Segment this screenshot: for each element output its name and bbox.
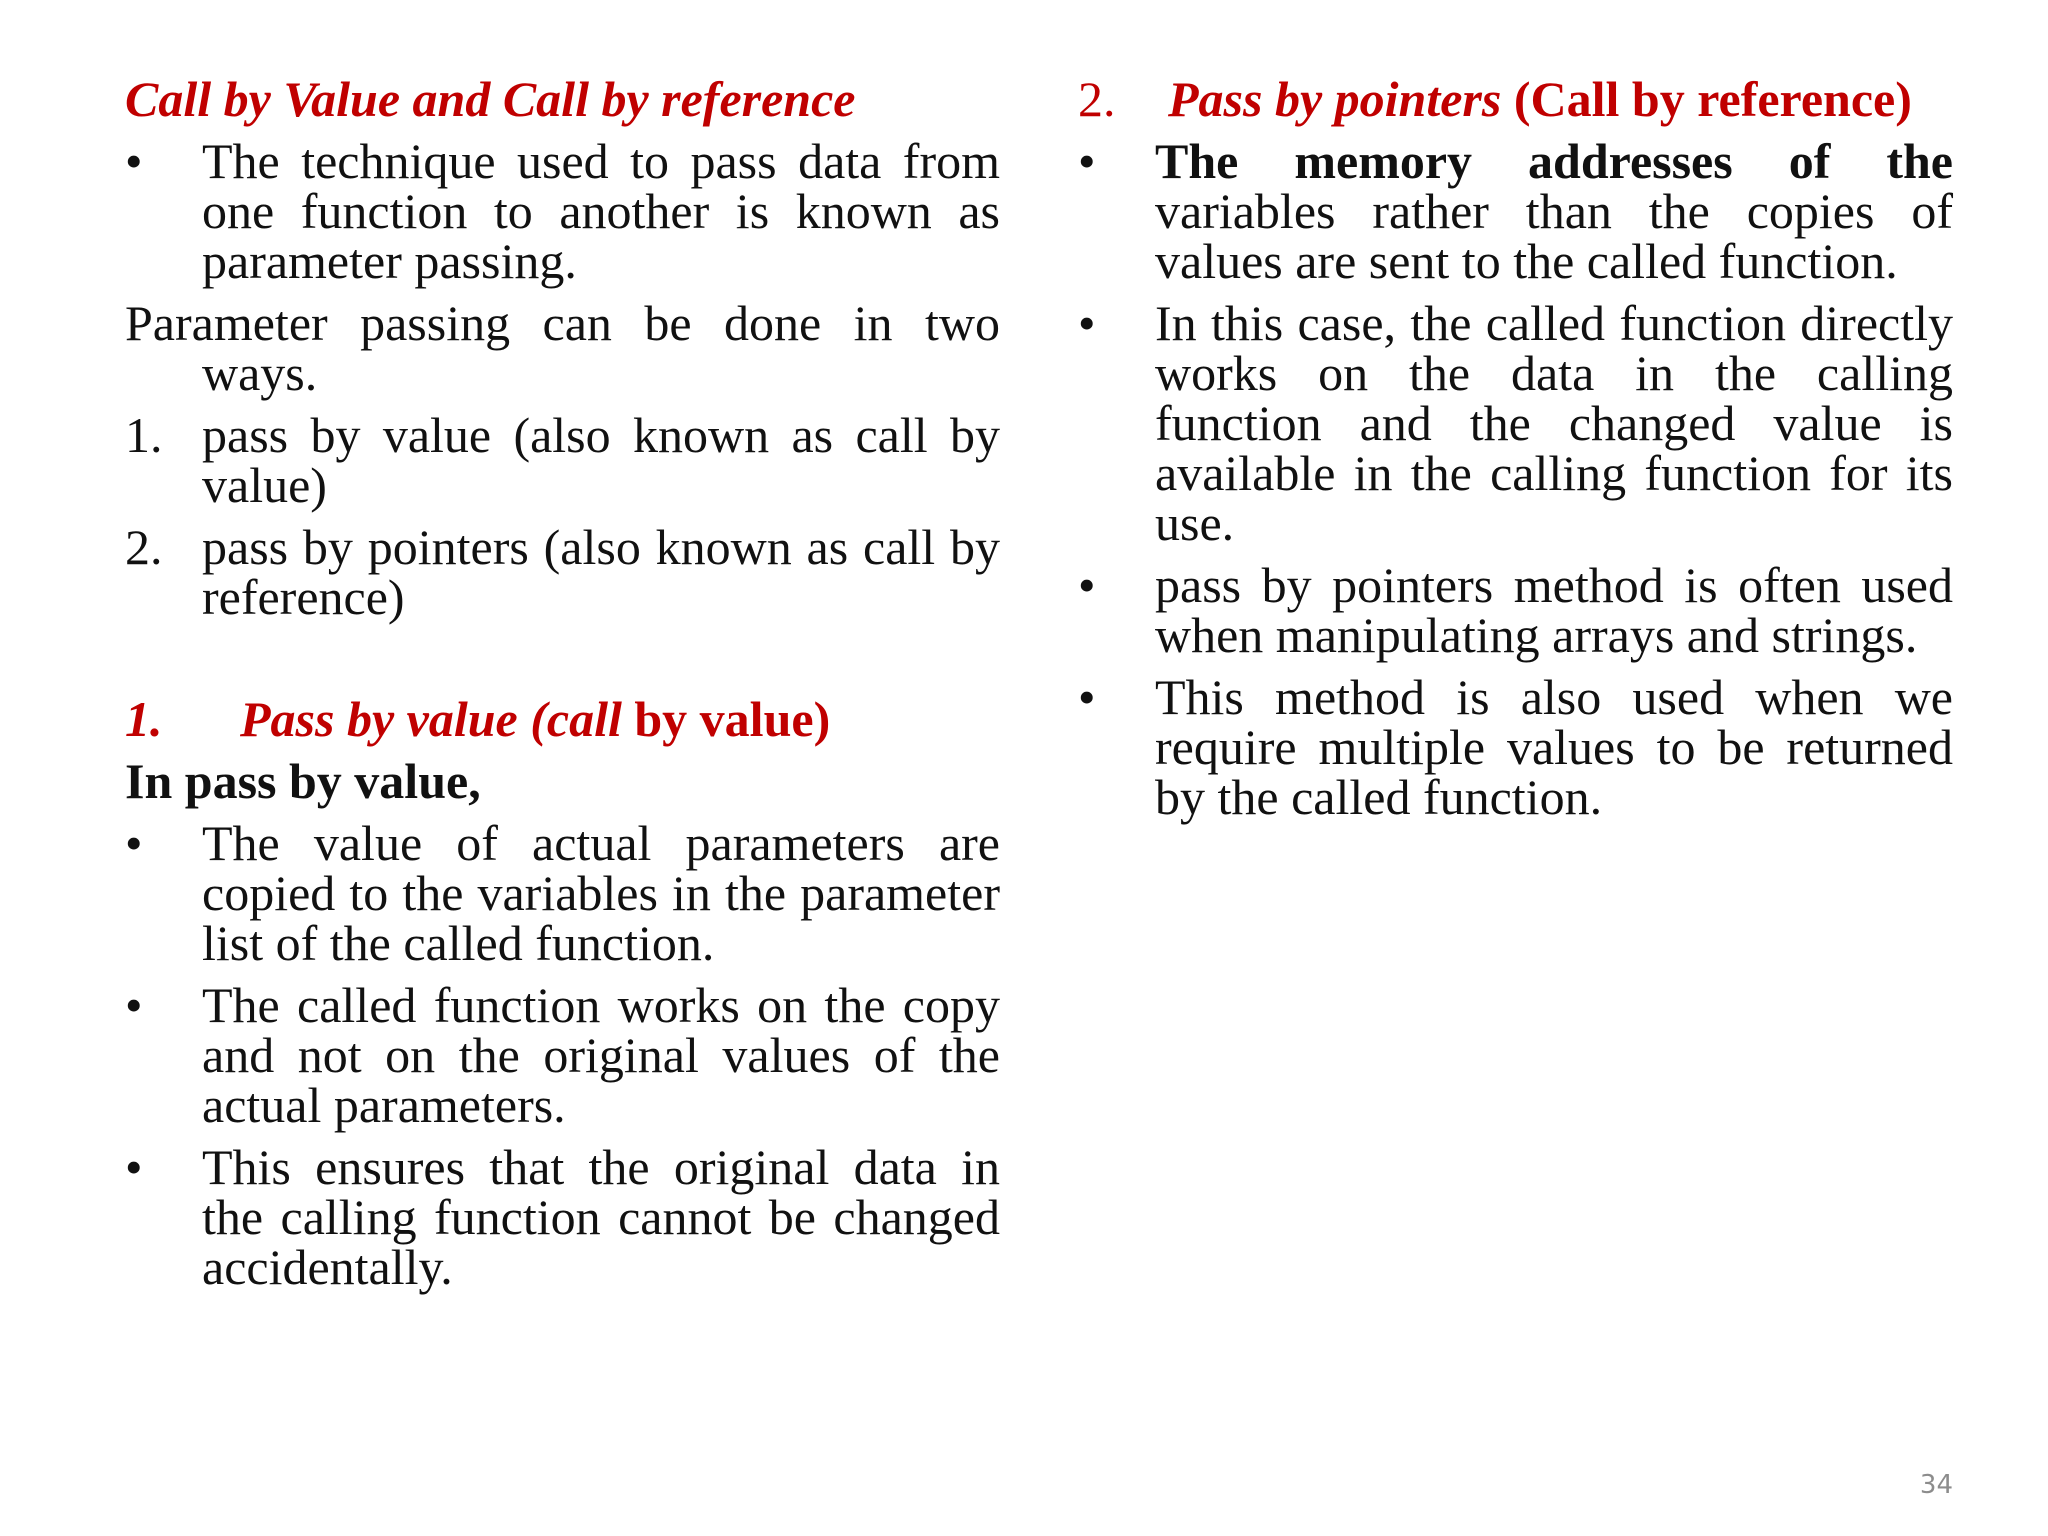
section2-bullet-3 [1078, 557, 1953, 663]
section1-bullet-3 [125, 1139, 1000, 1295]
ways-item-1 [125, 407, 1000, 513]
bullet-text: In this case, the called function directly works on the data in the calling function and the changed value is available in the calling function for its use. [1155, 295, 1953, 551]
intro-bullet-text: The technique used to pass data from one function to another is known as parameter passing. [202, 133, 1000, 289]
bullet-marker: • [125, 1139, 143, 1195]
bullet-text: This method is also used when we require multiple values to be returned by the called function. [1155, 669, 1953, 825]
intro-bullet [125, 133, 1000, 289]
section2-heading [1078, 71, 1953, 127]
left-column [125, 64, 1000, 1304]
section1-title-italic: Pass by value (call [240, 691, 622, 747]
slide-title: Call by Value and Call by reference [125, 71, 856, 127]
section1-bullet-2 [125, 977, 1000, 1133]
ways-item-text: pass by value (also known as call by value) [202, 407, 1000, 513]
bullet-marker: • [1078, 133, 1096, 189]
section2-number: 2. [1078, 71, 1116, 127]
section1-subheading: In pass by value, [125, 753, 481, 809]
section1-heading [125, 691, 1000, 747]
bullet-text: The value of actual parameters are copied to the variables in the parameter list of the called function. [202, 815, 1000, 971]
ways-item-2 [125, 519, 1000, 625]
right-column [1078, 64, 1953, 834]
page-number: 34 [1919, 1470, 1953, 1500]
section2-title-plain: (Call by reference) [1501, 71, 1912, 127]
bullet-marker: • [1078, 669, 1096, 725]
bullet-text: This ensures that the original data in the calling function cannot be changed accidentally. [202, 1139, 1000, 1295]
bullet-text: The called function works on the copy and not on the original values of the actual parameters. [202, 977, 1000, 1133]
ways-item-number: 2. [125, 519, 163, 575]
ways-item-text: pass by pointers (also known as call by reference) [202, 519, 1000, 625]
bullet-text: pass by pointers method is often used when manipulating arrays and strings. [1155, 557, 1953, 663]
section2-title-italic: Pass by pointers [1168, 71, 1502, 127]
ways-text: Parameter passing can be done in two ways. [125, 295, 1000, 401]
bullet-bold-lead: The memory addresses of the [1155, 133, 1953, 189]
bullet-text: variables rather than the copies of values are sent to the called function. [1155, 183, 1953, 289]
spacer [125, 634, 1000, 684]
section1-bullet-1 [125, 815, 1000, 971]
bullet-marker: • [125, 815, 143, 871]
bullet-marker: • [1078, 557, 1096, 613]
bullet-marker: • [125, 133, 143, 189]
section1-number: 1. [125, 691, 163, 747]
section1-title-plain: by value) [621, 691, 831, 747]
section2-bullet-2 [1078, 295, 1953, 551]
bullet-marker: • [1078, 295, 1096, 351]
bullet-marker: • [125, 977, 143, 1033]
section2-bullet-4 [1078, 669, 1953, 825]
ways-item-number: 1. [125, 407, 163, 463]
section2-bullet-1 [1078, 133, 1953, 289]
